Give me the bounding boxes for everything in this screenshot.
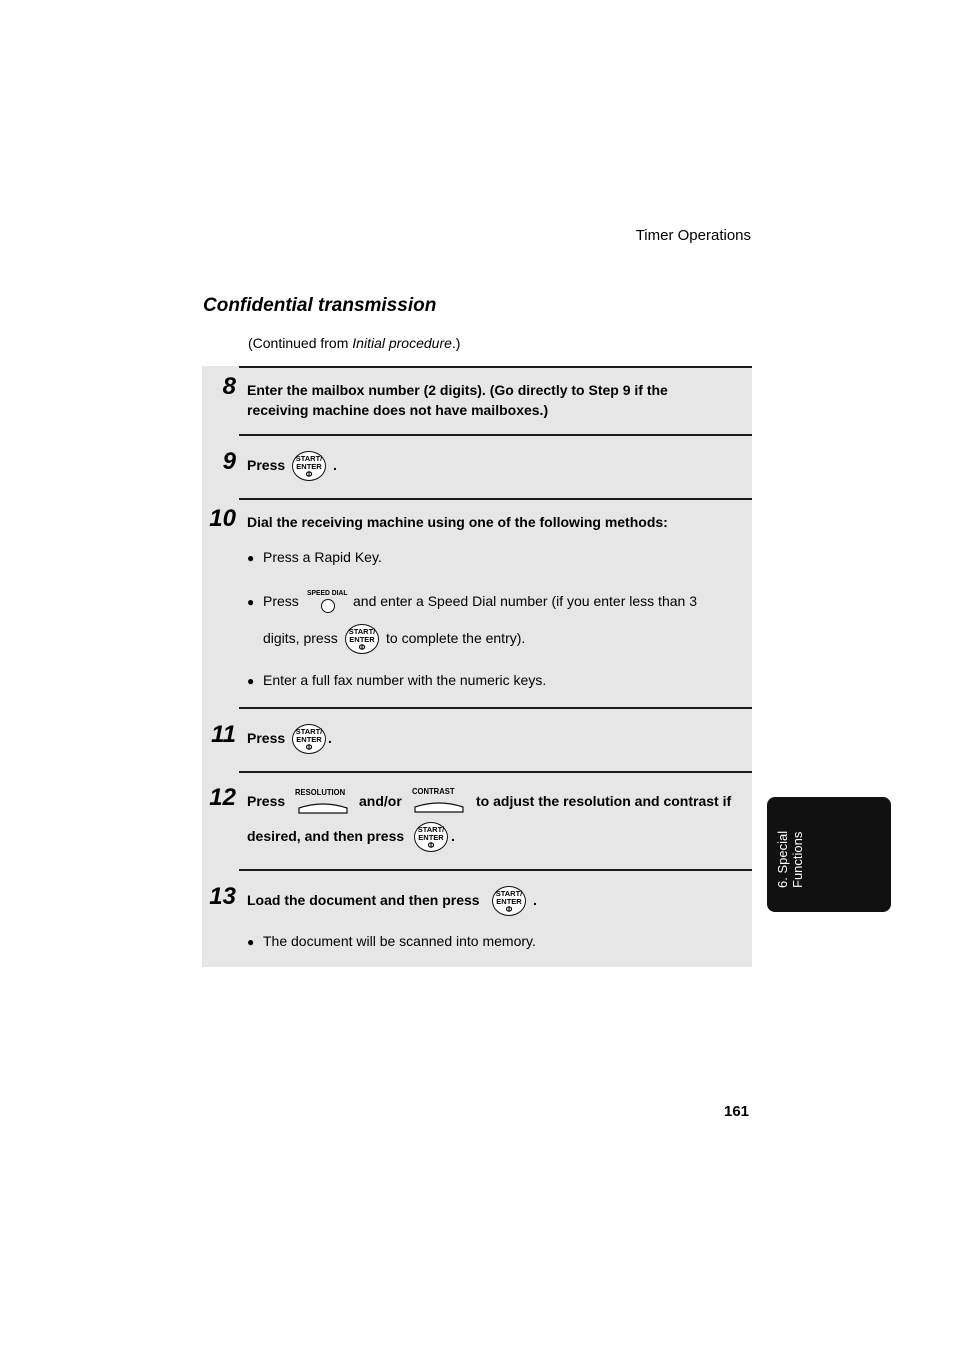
step-divider	[239, 366, 752, 368]
start-enter-key-icon	[414, 822, 448, 852]
start-enter-key-icon	[292, 724, 326, 754]
continued-note	[248, 335, 460, 351]
start-enter-key-icon	[345, 624, 379, 654]
section-title: Confidential transmission	[203, 295, 437, 316]
running-header: Timer Operations	[635, 227, 751, 244]
resolution-key-label: RESOLUTION	[295, 787, 346, 797]
step-divider	[239, 434, 752, 436]
start-symbol-icon: Φ	[358, 643, 366, 652]
resolution-key-icon	[298, 800, 348, 815]
step-divider	[239, 707, 752, 709]
step-number-12: 12	[209, 784, 236, 811]
step-divider	[239, 771, 752, 773]
chapter-tab-line1: 6. Special	[775, 830, 790, 888]
step-number-11: 11	[211, 721, 236, 748]
contrast-key-icon	[414, 799, 464, 814]
step-10-bullet-2-press: Press	[263, 593, 299, 609]
chapter-tab-line2: Functions	[790, 831, 805, 888]
step-10-bullet-1: Press a Rapid Key.	[263, 549, 382, 565]
start-symbol-icon: Φ	[305, 743, 313, 752]
key-label-enter: ENTER	[496, 897, 522, 906]
start-symbol-icon: Φ	[305, 470, 313, 479]
step-number-8: 8	[222, 373, 236, 400]
speed-dial-key-icon	[321, 599, 335, 613]
step-12-line2: desired, and then press	[247, 828, 405, 844]
step-11-end: .	[328, 730, 332, 746]
step-12-press: Press	[247, 793, 286, 809]
start-symbol-icon: Φ	[427, 841, 435, 850]
step-12-end: .	[451, 828, 455, 844]
key-label-start: START/	[417, 825, 445, 834]
step-10-bullet-2-line2a: digits, press	[263, 630, 338, 646]
bullet-icon: ●	[247, 935, 255, 949]
step-8-text-line1: Enter the mailbox number (2 digits). (Go directly to Step 9 if the	[247, 382, 668, 398]
key-label-enter: ENTER	[296, 735, 322, 744]
start-enter-key-icon	[492, 886, 526, 916]
contrast-key-label: CONTRAST	[412, 786, 455, 796]
continued-prefix: (Continued from	[248, 335, 353, 351]
step-10-bullet-3: Enter a full fax number with the numeric keys.	[263, 672, 547, 688]
step-8-text-line2: receiving machine does not have mailboxes.)	[247, 402, 549, 418]
step-13-text: Load the document and then press	[247, 892, 480, 908]
key-label-enter: ENTER	[418, 833, 444, 842]
step-10-bullet-2-rest: and enter a Speed Dial number (if you enter less than 3	[353, 593, 697, 609]
start-symbol-icon: Φ	[505, 905, 513, 914]
key-label-start: START/	[295, 454, 323, 463]
step-10-heading: Dial the receiving machine using one of the following methods:	[247, 514, 668, 530]
step-9-end: .	[333, 457, 337, 473]
page-number: 161	[724, 1103, 750, 1120]
bullet-icon: ●	[247, 674, 255, 688]
step-9-press: Press	[247, 457, 286, 473]
speed-dial-key-label: SPEED DIAL	[307, 588, 348, 597]
bullet-icon: ●	[247, 551, 255, 565]
step-12-rest: to adjust the resolution and contrast if	[476, 793, 732, 809]
step-10-bullet-2-line2b: to complete the entry).	[386, 630, 526, 646]
step-number-10: 10	[209, 505, 236, 532]
key-label-enter: ENTER	[349, 635, 375, 644]
step-number-13: 13	[209, 883, 236, 910]
chapter-tab-label	[775, 831, 805, 888]
step-13-bullet: The document will be scanned into memory.	[263, 933, 536, 949]
step-12-andor: and/or	[359, 793, 402, 809]
key-label-enter: ENTER	[296, 462, 322, 471]
step-divider	[239, 498, 752, 500]
step-number-9: 9	[222, 448, 236, 475]
step-13-end: .	[533, 892, 537, 908]
step-divider	[239, 869, 752, 871]
key-label-start: START/	[495, 889, 523, 898]
key-label-start: START/	[348, 627, 376, 636]
bullet-icon: ●	[247, 595, 255, 609]
start-enter-key-icon	[292, 451, 326, 481]
continued-reference: Initial procedure	[352, 335, 452, 351]
key-label-start: START/	[295, 727, 323, 736]
step-11-press: Press	[247, 730, 286, 746]
continued-suffix: .)	[451, 335, 461, 351]
